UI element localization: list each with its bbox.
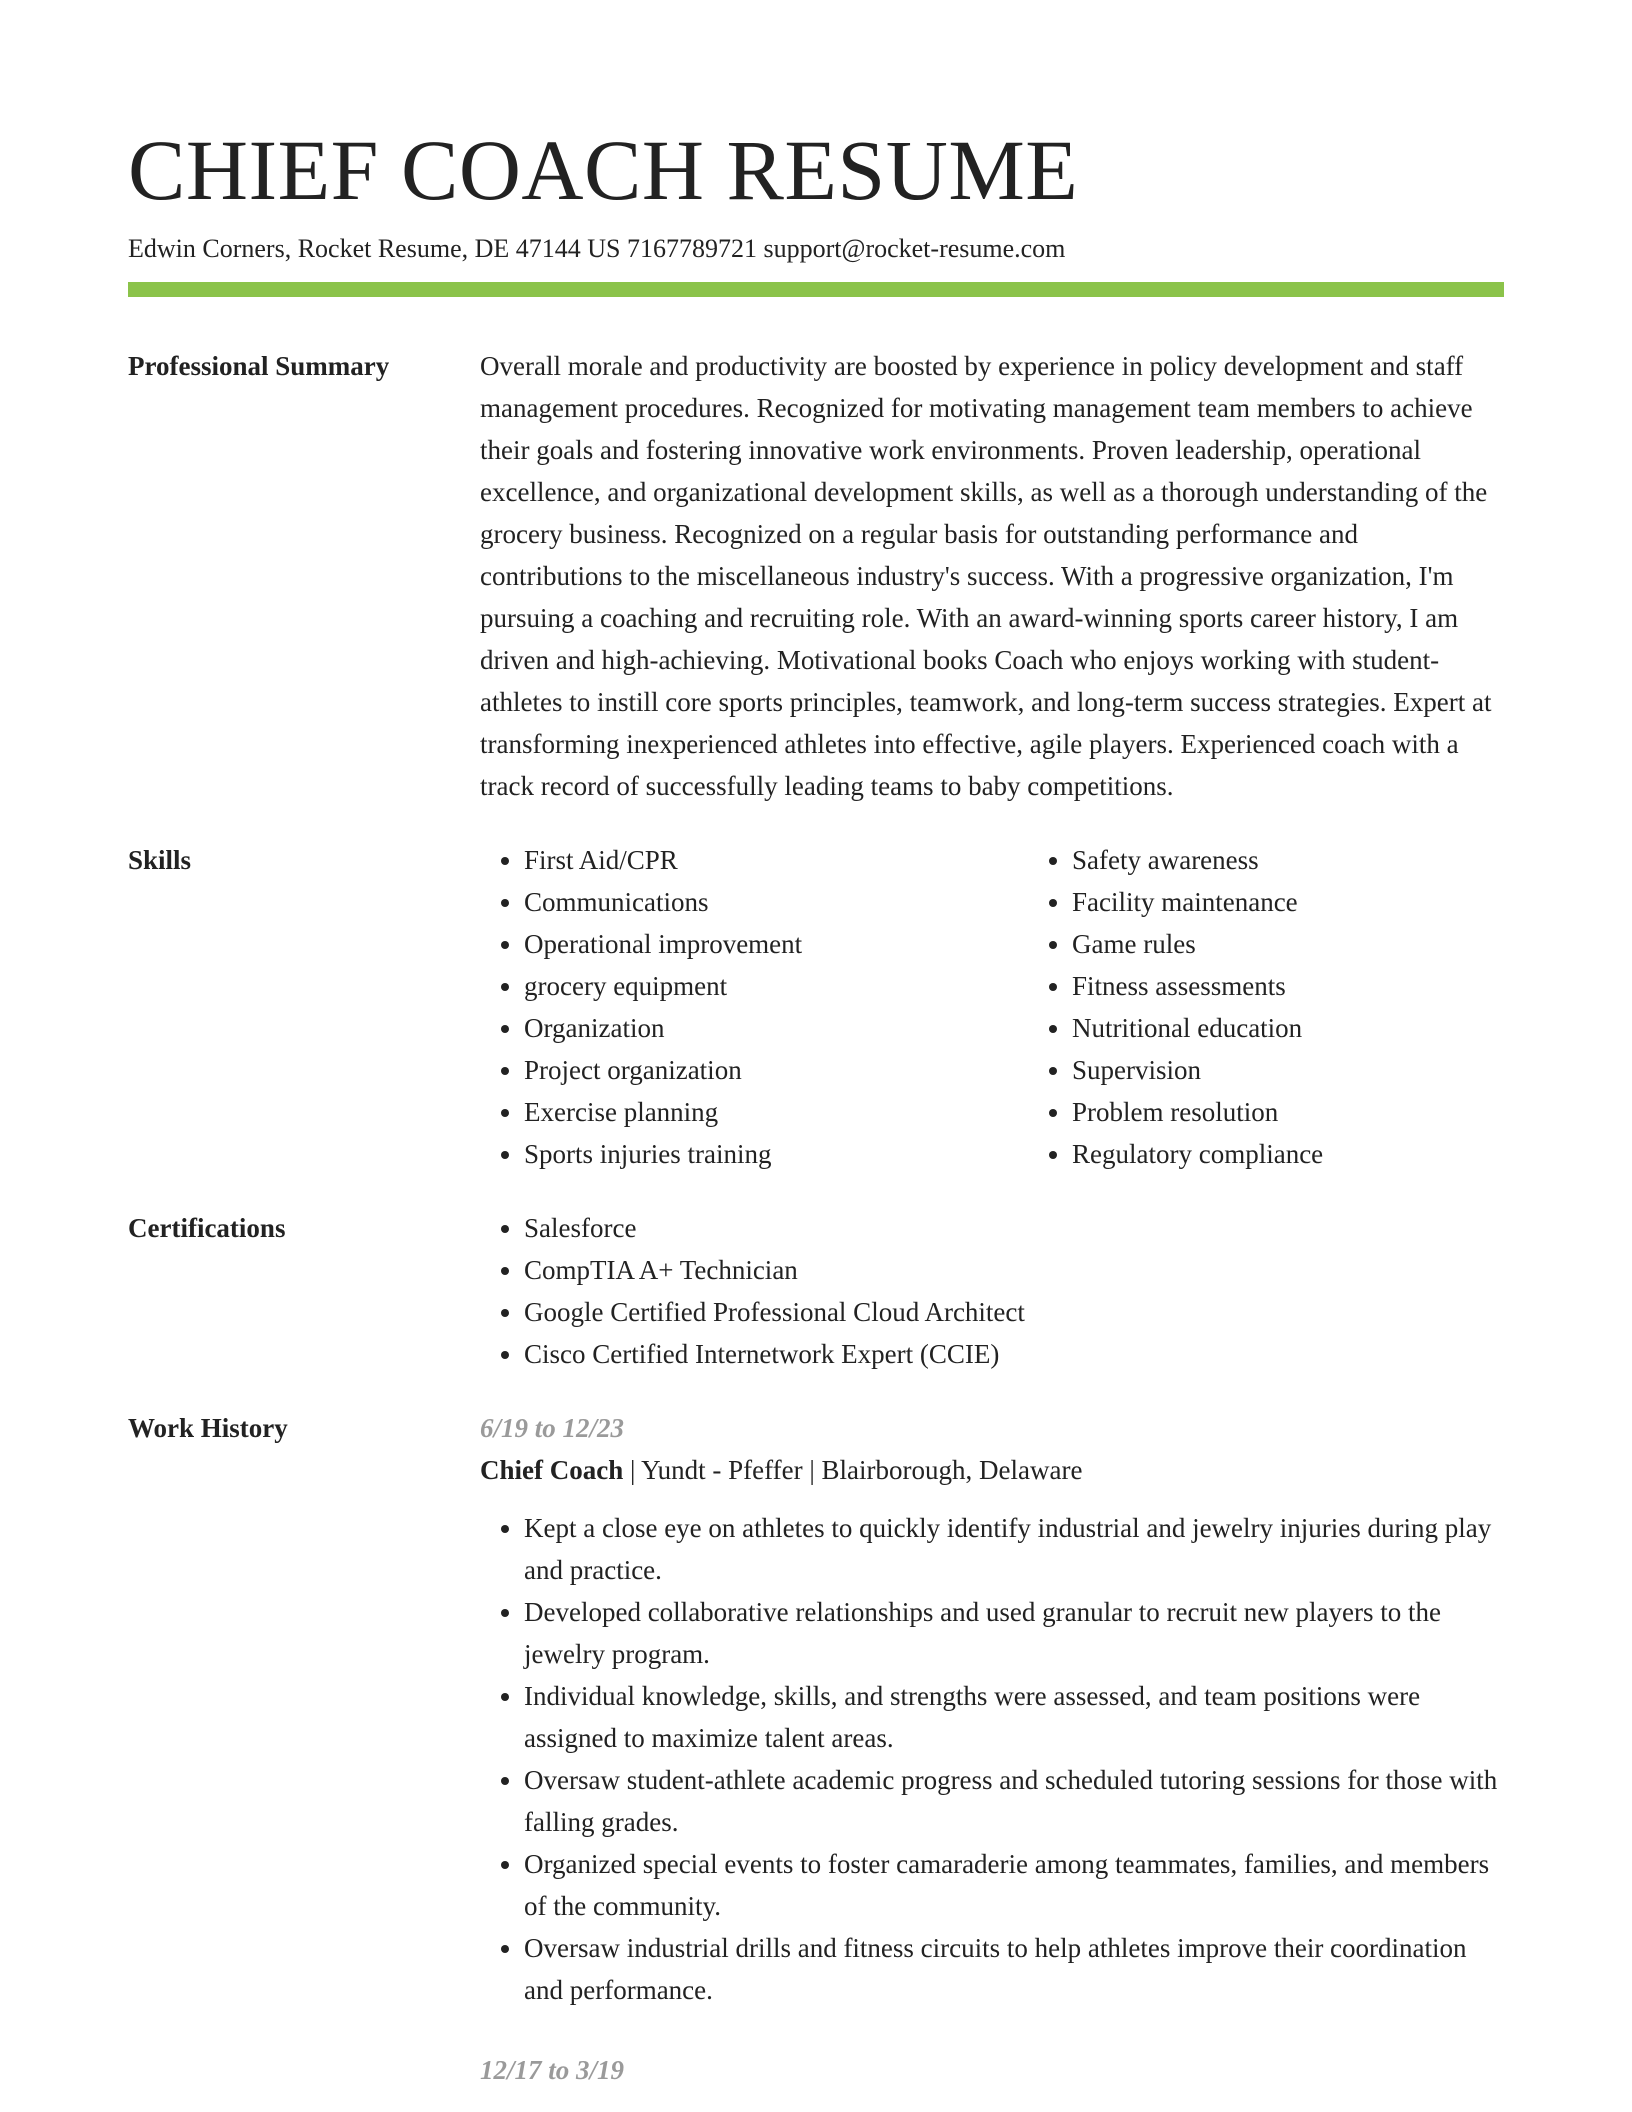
skill-item: • Project organization: [524, 1049, 1028, 1091]
skill-item: • Fitness assessments: [1072, 965, 1576, 1007]
skill-item: • Regulatory compliance: [1072, 1133, 1576, 1175]
resume-page: [128, 120, 1504, 2091]
certifications-body: [480, 1207, 1504, 1375]
job-dates: 12/17 to 3/19: [480, 2055, 625, 2085]
job-duty-item: • Kept a close eye on athletes to quickly identify industrial and jewelry injuries during play and practice.: [524, 1507, 1504, 1591]
job-duty-item: • Oversaw industrial drills and fitness circuits to help athletes improve their coordination and performance.: [524, 1927, 1504, 2011]
skill-item: • Operational improvement: [524, 923, 1028, 965]
certification-item: • CompTIA A+ Technician: [524, 1249, 1504, 1291]
skill-item: • Game rules: [1072, 923, 1576, 965]
job-dates: 6/19 to 12/23: [480, 1413, 625, 1443]
job-duty-item: • Individual knowledge, skills, and strengths were assessed, and team positions were assigned to maximize talent areas.: [524, 1675, 1504, 1759]
skill-item: • Supervision: [1072, 1049, 1576, 1091]
skill-item: • Organization: [524, 1007, 1028, 1049]
skill-item: • Safety awareness: [1072, 839, 1576, 881]
work-history-section: [128, 1407, 1504, 2091]
section-label-summary: Professional Summary: [128, 351, 390, 381]
skills-section: [128, 839, 1504, 1175]
job-entry: [480, 2049, 1504, 2091]
certifications-list: [480, 1207, 1504, 1375]
job-title-line: [480, 1449, 1504, 1491]
skill-item: • Nutritional education: [1072, 1007, 1576, 1049]
section-label-certifications: Certifications: [128, 1213, 286, 1243]
summary-text: Overall morale and productivity are boosted by experience in policy development and staff management procedures. Recognized for motivating management team members to achieve their goals and fostering innovative work environments. Proven leadership, operational excellence, and organizational development skills, as well as a thorough understanding of the grocery business. Recognized on a regular basis for outstanding performance and contributions to the miscellaneous industry's success. With a progressive organization, I'm pursuing a coaching and recruiting role. With an award-winning sports career history, I am driven and high-achieving. Motivational books Coach who enjoys working with student-athletes to instill core sports principles, teamwork, and long-term success strategies. Expert at transforming inexperienced athletes into effective, agile players. Experienced coach with a track record of successfully leading teams to baby competitions.: [480, 351, 1492, 801]
skill-item: • Sports injuries training: [524, 1133, 1028, 1175]
professional-summary-section: [128, 345, 1504, 807]
resume-title: CHIEF COACH RESUME: [128, 122, 1079, 218]
skill-item: • Facility maintenance: [1072, 881, 1576, 923]
skill-item: • Communications: [524, 881, 1028, 923]
skills-list-left: [480, 839, 1028, 1175]
job-duty-item: • Oversaw student-athlete academic progress and scheduled tutoring sessions for those with falling grades.: [524, 1759, 1504, 1843]
skill-item: • First Aid/CPR: [524, 839, 1028, 881]
skills-list-right: [1028, 839, 1576, 1175]
certification-item: • Google Certified Professional Cloud Architect: [524, 1291, 1504, 1333]
skill-item: • grocery equipment: [524, 965, 1028, 1007]
certification-item: • Salesforce: [524, 1207, 1504, 1249]
job-duties-list: [480, 1507, 1504, 2011]
job-duty-item: • Developed collaborative relationships and used granular to recruit new players to the jewelry program.: [524, 1591, 1504, 1675]
section-label-skills: Skills: [128, 845, 192, 875]
job-duty-item: • Organized special events to foster camaraderie among teammates, families, and members of the community.: [524, 1843, 1504, 1927]
skills-columns: [480, 839, 1576, 1175]
job-title: Chief Coach: [480, 1455, 624, 1485]
skills-body: [480, 839, 1576, 1175]
job-employer-location: | Yundt - Pfeffer | Blairborough, Delaware: [623, 1455, 1083, 1485]
skill-item: • Exercise planning: [524, 1091, 1028, 1133]
header-accent-rule: [128, 282, 1504, 297]
work-history-body: [480, 1407, 1504, 2091]
section-label-work-history: Work History: [128, 1413, 288, 1443]
contact-line: Edwin Corners, Rocket Resume, DE 47144 US 7167789721 support@rocket-resume.com: [128, 234, 1066, 263]
certifications-section: [128, 1207, 1504, 1375]
certification-item: • Cisco Certified Internetwork Expert (CCIE): [524, 1333, 1504, 1375]
skill-item: • Problem resolution: [1072, 1091, 1576, 1133]
job-entry: [480, 1407, 1504, 2011]
